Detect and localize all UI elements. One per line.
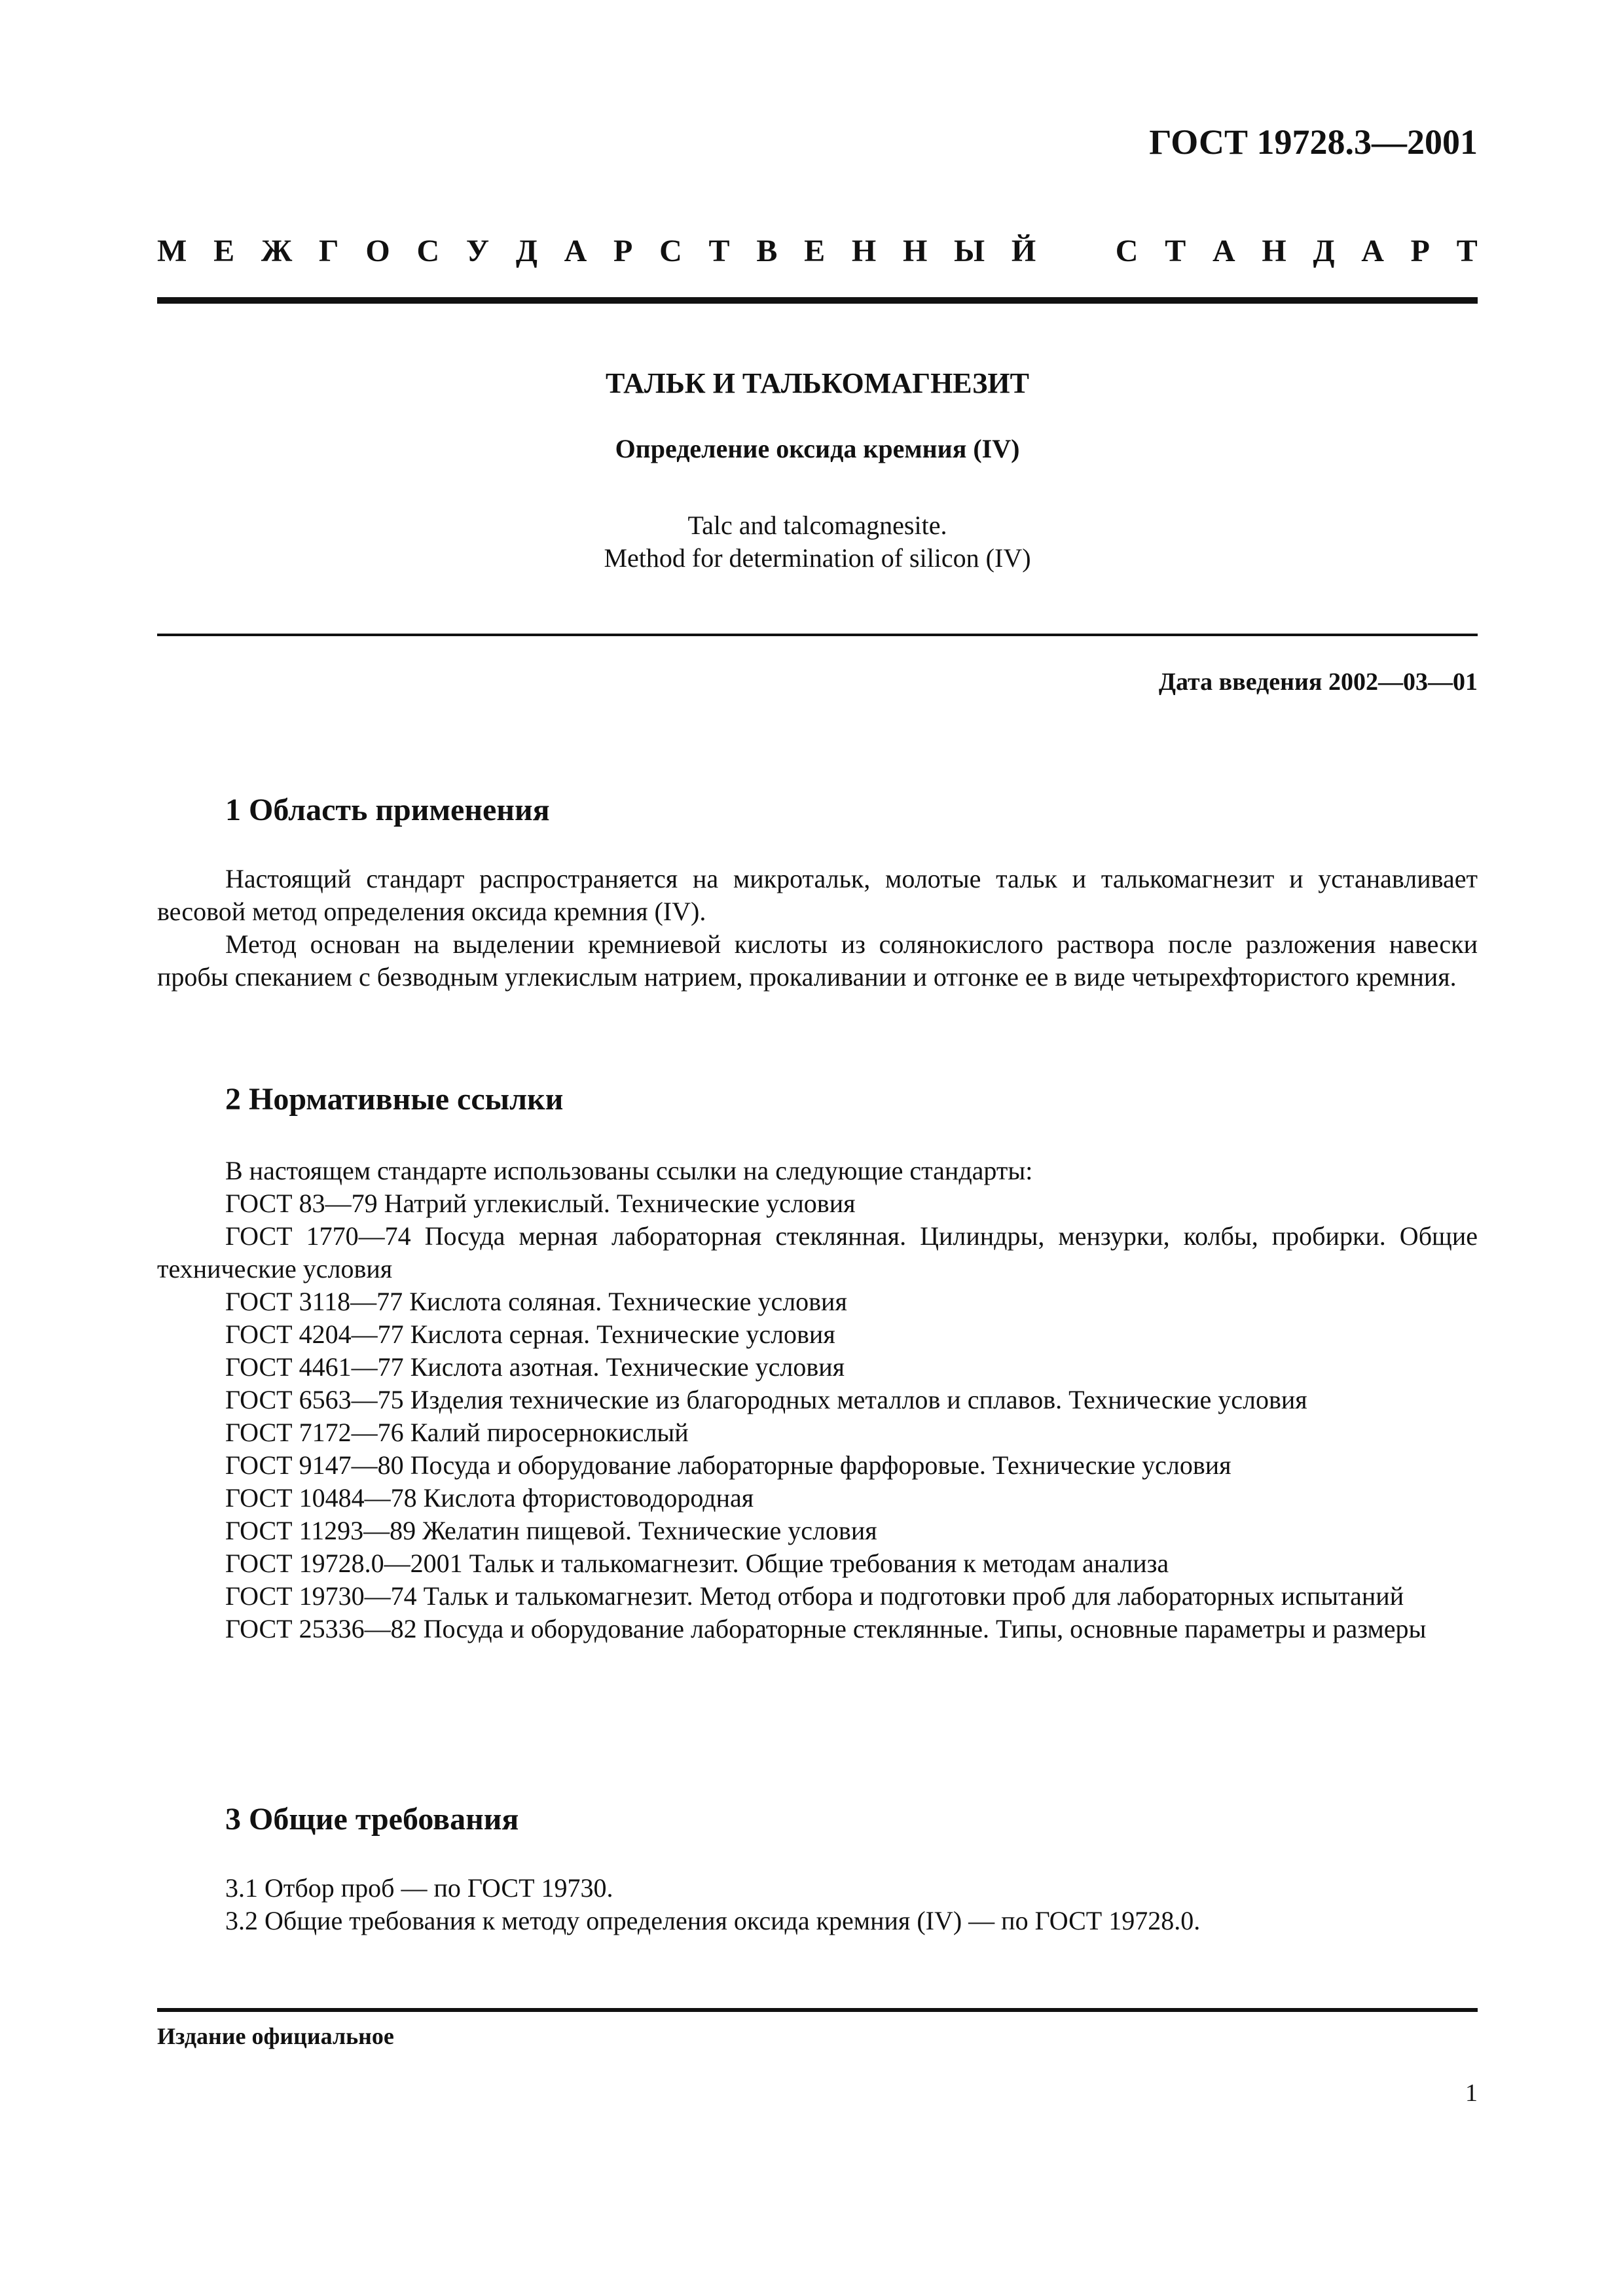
paragraph: Настоящий стандарт распространяется на микротальк, молотые тальк и талькомагнезит и устанавливает весовой метод определения оксида кремния (IV). [157,864,1478,926]
banner-letter: Ы [954,234,985,268]
banner-letter: А [564,234,587,268]
banner-letter: С [1115,234,1139,268]
banner-letter: Н [1262,234,1286,268]
banner-letter: С [659,234,682,268]
document-title: ТАЛЬК И ТАЛЬКОМАГНЕЗИТ [606,367,1029,399]
requirement-item: 3.1 Отбор проб — по ГОСТ 19730. [225,1873,613,1903]
reference-item: ГОСТ 19730—74 Тальк и талькомагнезит. Метод отбора и подготовки проб для лабораторных испытаний [225,1581,1404,1611]
paragraph: В настоящем стандарте использованы ссылки на следующие стандарты: [225,1156,1033,1185]
reference-item: ГОСТ 6563—75 Изделия технические из благородных металлов и сплавов. Технические условия [225,1385,1307,1414]
page-number: 1 [1465,2079,1478,2107]
banner-letter: Р [1410,234,1430,268]
banner-letter: Р [613,234,633,268]
section-heading-general-requirements: 3 Общие требования [225,1802,519,1837]
banner-letter: Д [515,234,538,268]
section-heading-references: 2 Нормативные ссылки [225,1082,564,1117]
reference-item: ГОСТ 9147—80 Посуда и оборудование лабораторные фарфоровые. Технические условия [225,1450,1231,1480]
reference-item: ГОСТ 10484—78 Кислота фтористоводородная [225,1483,754,1513]
document-subtitle: Определение оксида кремния (IV) [615,434,1020,463]
introduction-date: Дата введения 2002—03—01 [1158,668,1478,696]
general-requirements-list [157,1872,1478,1937]
reference-item: ГОСТ 19728.0—2001 Тальк и талькомагнезит. Общие требования к методам анализа [225,1549,1169,1578]
banner-letter: М [157,234,187,268]
english-title [157,509,1478,575]
banner-letter: Г [319,234,339,268]
banner-letter: Т [1456,234,1478,268]
reference-item: ГОСТ 4461—77 Кислота азотная. Технические условия [225,1352,845,1382]
interstate-standard-banner [157,233,1478,269]
reference-item: ГОСТ 25336—82 Посуда и оборудование лабораторные стеклянные. Типы, основные параметры и размеры [225,1614,1427,1643]
banner-letter: Н [902,234,928,268]
banner-letter: Т [1165,234,1186,268]
banner-letter: Й [1011,234,1036,268]
banner-letter: Д [1313,234,1335,268]
reference-item: ГОСТ 83—79 Натрий углекислый. Технические условия [225,1189,856,1218]
section-body-scope [157,863,1478,994]
paragraph: Метод основан на выделении кремниевой кислоты из солянокислого раствора после разложения навески пробы спеканием с безводным углекислым натрием, прокаливании и отгонке ее в виде четырехфтористого кремния. [157,929,1478,992]
banner-word-gap [1063,233,1089,269]
banner-letter: В [756,234,778,268]
banner-letter: Н [851,234,877,268]
english-title-line: Method for determination of silicon (IV) [604,543,1031,573]
official-edition-label: Издание официальное [157,2023,394,2049]
banner-letter: Т [708,234,730,268]
reference-item: ГОСТ 11293—89 Желатин пищевой. Технические условия [225,1516,877,1545]
title-divider [157,634,1478,636]
banner-letter: Е [213,234,235,268]
banner-letter: А [1361,234,1384,268]
reference-item: ГОСТ 7172—76 Калий пиросернокислый [225,1418,689,1447]
reference-item: ГОСТ 1770—74 Посуда мерная лабораторная стеклянная. Цилиндры, мензурки, колбы, пробирки. Общие технические условия [157,1221,1478,1283]
header-divider [157,297,1478,304]
banner-letter: А [1212,234,1235,268]
reference-item: ГОСТ 4204—77 Кислота серная. Технические условия [225,1319,835,1349]
english-title-line: Talc and talcomagnesite. [687,511,947,540]
footer-divider [157,2008,1478,2012]
banner-letter: О [365,234,390,268]
banner-letter: У [465,234,490,268]
gost-number: ГОСТ 19728.3—2001 [1149,122,1478,162]
reference-item: ГОСТ 3118—77 Кислота соляная. Технические условия [225,1287,847,1316]
requirement-item: 3.2 Общие требования к методу определения оксида кремния (IV) — по ГОСТ 19728.0. [225,1906,1201,1935]
banner-letter: Ж [261,234,293,268]
banner-letter: Е [804,234,826,268]
banner-letter: С [416,234,440,268]
section-heading-scope: 1 Область применения [225,793,550,827]
references-list [157,1155,1478,1645]
